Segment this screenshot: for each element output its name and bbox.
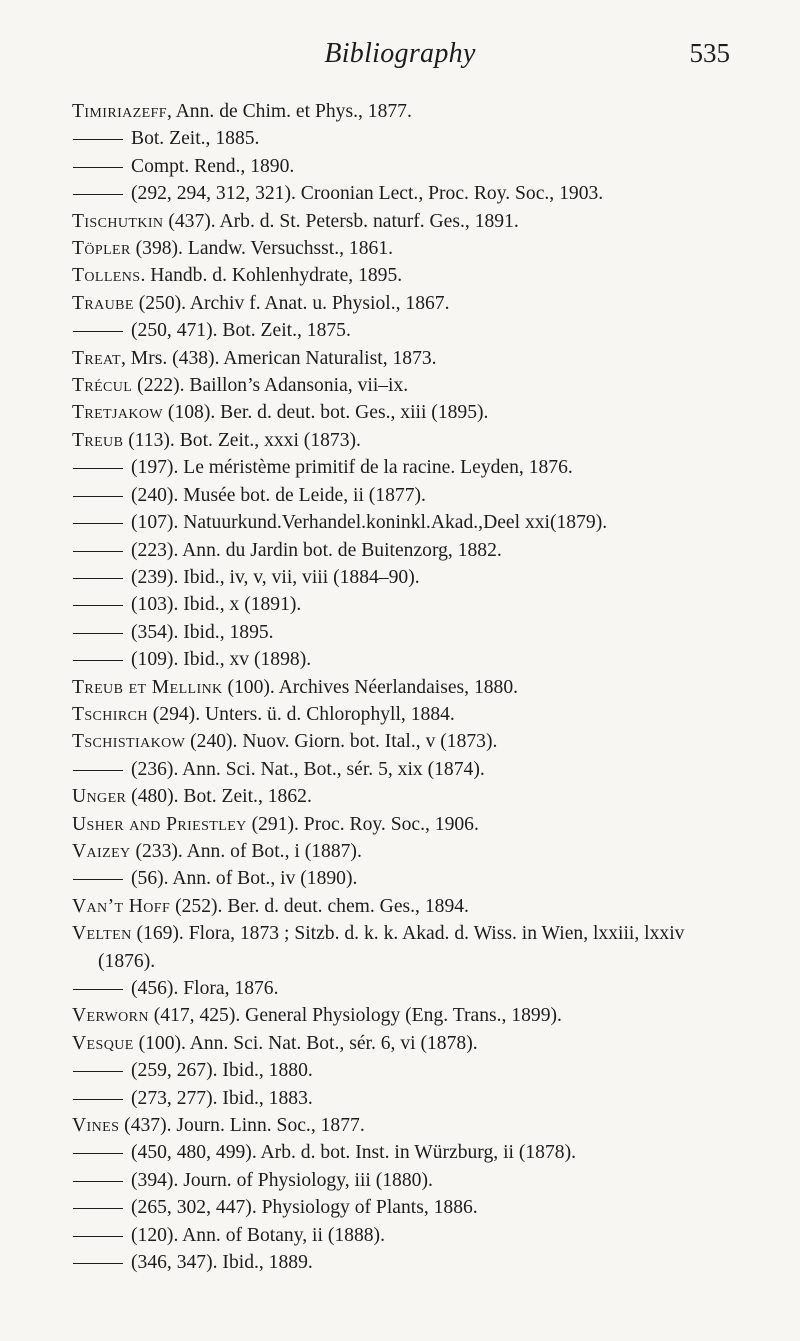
bibliography-entry: [72, 427, 744, 454]
ditto-dash: [73, 578, 123, 579]
entry-citation: (292, 294, 312, 321). Croonian Lect., Proc. Roy. Soc., 1903.: [131, 183, 604, 205]
ditto-dash: [73, 660, 123, 661]
entry-citation: (233). Ann. of Bot., i (1887).: [130, 840, 362, 862]
bibliography-entry-continuation: [72, 756, 744, 783]
entry-citation: (456). Flora, 1876.: [131, 978, 279, 999]
entry-author: Töpler: [72, 238, 131, 260]
bibliography-entry: [72, 372, 744, 399]
entry-citation: (222). Baillon’s Adansonia, vii–ix.: [132, 375, 409, 397]
entry-author: Tschistiakow: [72, 731, 186, 753]
entry-author: Vines: [72, 1115, 120, 1137]
page-title: Bibliography: [324, 38, 476, 69]
entry-author: Tschirch: [72, 703, 148, 725]
entry-citation: (294). Unters. ü. d. Chlorophyll, 1884.: [147, 703, 455, 725]
entry-citation: Bot. Zeit., 1885.: [131, 128, 260, 150]
ditto-dash: [73, 770, 123, 771]
ditto-dash: [73, 496, 123, 497]
bibliography-entry: [72, 98, 744, 125]
entry-citation: (273, 277). Ibid., 1883.: [131, 1087, 313, 1109]
entry-citation: (450, 480, 499). Arb. d. bot. Inst. in Würzburg, ii (1878).: [131, 1142, 576, 1164]
bibliography-entry-continuation: [72, 509, 744, 536]
entry-citation: (250, 471). Bot. Zeit., 1875.: [131, 320, 351, 342]
ditto-dash: [73, 523, 123, 524]
entry-citation: (259, 267). Ibid., 1880.: [131, 1060, 313, 1082]
bibliography-entry: [72, 728, 744, 755]
bibliography-entry: [72, 701, 744, 728]
bibliography-entry-continuation: [72, 1222, 744, 1249]
entry-author: Unger: [72, 786, 127, 808]
entry-author: Tollens: [72, 265, 141, 287]
bibliography-entry-continuation: [72, 975, 744, 1002]
ditto-dash: [73, 1153, 123, 1154]
entry-citation: (120). Ann. of Botany, ii (1888).: [131, 1224, 385, 1246]
bibliography-entry-continuation: [72, 1057, 744, 1084]
entry-author: Tischutkin: [72, 210, 164, 232]
entry-citation: (252). Ber. d. deut. chem. Ges., 1894.: [170, 895, 469, 917]
bibliography-entry-continuation: [72, 125, 744, 152]
bibliography-entry: [72, 262, 744, 289]
bibliography-list: [72, 98, 744, 1276]
ditto-dash: [73, 879, 123, 880]
entry-author: Van’t Hoff: [72, 895, 171, 917]
entry-citation: (240). Nuov. Giorn. bot. Ital., v (1873).: [185, 731, 498, 753]
ditto-dash: [73, 1181, 123, 1182]
bibliography-entry-continuation: [72, 454, 744, 481]
page-number: 535: [689, 38, 730, 68]
bibliography-entry-continuation: [72, 1167, 744, 1194]
entry-author: Treub et Mellink: [72, 676, 223, 698]
bibliography-entry: [72, 290, 744, 317]
entry-author: Verworn: [72, 1005, 149, 1027]
entry-citation: , Mrs. (438). American Naturalist, 1873.: [120, 347, 437, 369]
bibliography-entry-continuation: [72, 865, 744, 892]
entry-citation: (291). Proc. Roy. Soc., 1906.: [246, 813, 479, 835]
bibliography-entry-continuation: [72, 537, 744, 564]
entry-citation: (56). Ann. of Bot., iv (1890).: [131, 868, 358, 890]
entry-citation: (394). Journ. of Physiology, iii (1880).: [131, 1169, 433, 1191]
entry-author: Usher and Priestley: [72, 813, 247, 835]
entry-citation: Compt. Rend., 1890.: [131, 155, 295, 177]
bibliography-entry-continuation: [72, 1085, 744, 1112]
entry-citation: (417, 425). General Physiology (Eng. Trans., 1899).: [148, 1005, 562, 1027]
entry-citation: (265, 302, 447). Physiology of Plants, 1886.: [131, 1197, 478, 1219]
entry-citation: (346, 347). Ibid., 1889.: [131, 1252, 313, 1274]
ditto-dash: [73, 194, 123, 195]
entry-citation: (236). Ann. Sci. Nat., Bot., sér. 5, xix (1874).: [131, 758, 485, 780]
running-head: [0, 38, 800, 78]
ditto-dash: [73, 167, 123, 168]
bibliography-entry: [72, 674, 744, 701]
entry-citation: (240). Musée bot. de Leide, ii (1877).: [131, 484, 426, 506]
entry-citation: (169). Flora, 1873 ; Sitzb. d. k. k. Akad. d. Wiss. in Wien, lxxiii, lxxiv (1876).: [98, 923, 685, 972]
ditto-dash: [73, 1236, 123, 1237]
ditto-dash: [73, 551, 123, 552]
entry-citation: (113). Bot. Zeit., xxxi (1873).: [123, 429, 361, 451]
bibliography-entry-continuation: [72, 591, 744, 618]
bibliography-entry-continuation: [72, 1139, 744, 1166]
entry-author: Vaizey: [72, 840, 131, 862]
ditto-dash: [73, 989, 123, 990]
entry-citation: (480). Bot. Zeit., 1862.: [126, 786, 312, 808]
bibliography-entry: [72, 783, 744, 810]
bibliography-entry: [72, 893, 744, 920]
bibliography-entry: [72, 208, 744, 235]
entry-citation: (398). Landw. Versuchsst., 1861.: [130, 238, 394, 260]
bibliography-entry: [72, 811, 744, 838]
entry-author: Treub: [72, 429, 124, 451]
entry-citation: (197). Le méristème primitif de la racine. Leyden, 1876.: [131, 457, 573, 479]
entry-citation: . Handb. d. Kohlenhydrate, 1895.: [140, 265, 403, 287]
bibliography-entry: [72, 345, 744, 372]
bibliography-entry: [72, 235, 744, 262]
bibliography-entry-continuation: [72, 317, 744, 344]
entry-citation: (250). Archiv f. Anat. u. Physiol., 1867.: [133, 292, 450, 314]
bibliography-entry-continuation: [72, 482, 744, 509]
ditto-dash: [73, 331, 123, 332]
entry-citation: (100). Ann. Sci. Nat. Bot., sér. 6, vi (1878).: [133, 1032, 478, 1054]
ditto-dash: [73, 1071, 123, 1072]
entry-citation: , Ann. de Chim. et Phys., 1877.: [166, 101, 412, 122]
entry-citation: (109). Ibid., xv (1898).: [131, 649, 312, 671]
bibliography-entry: [72, 1112, 744, 1139]
entry-citation: (239). Ibid., iv, v, vii, viii (1884–90).: [131, 566, 420, 588]
entry-author: Velten: [72, 923, 132, 945]
bibliography-entry-continuation: [72, 564, 744, 591]
bibliography-entry: [72, 1002, 744, 1029]
bibliography-entry-continuation: [72, 1194, 744, 1221]
entry-author: Trécul: [72, 375, 133, 397]
entry-author: Traube: [72, 292, 134, 314]
ditto-dash: [73, 1208, 123, 1209]
bibliography-entry: [72, 399, 744, 426]
entry-citation: (107). Natuurkund.Verhandel.koninkl.Akad.,Deel xxi(1879).: [131, 512, 608, 534]
entry-author: Timiriazeff: [72, 101, 167, 122]
bibliography-entry-continuation: [72, 646, 744, 673]
ditto-dash: [73, 139, 123, 140]
entry-citation: (100). Archives Néerlandaises, 1880.: [222, 676, 519, 698]
entry-citation: (223). Ann. du Jardin bot. de Buitenzorg, 1882.: [131, 539, 502, 561]
entry-author: Treat: [72, 347, 121, 369]
bibliography-entry-continuation: [72, 1249, 744, 1276]
bibliography-entry-continuation: [72, 180, 744, 207]
ditto-dash: [73, 633, 123, 634]
bibliography-entry: [72, 920, 744, 975]
ditto-dash: [73, 468, 123, 469]
entry-citation: (354). Ibid., 1895.: [131, 621, 274, 643]
entry-citation: (437). Journ. Linn. Soc., 1877.: [119, 1115, 365, 1137]
entry-author: Tretjakow: [72, 402, 164, 424]
ditto-dash: [73, 1263, 123, 1264]
bibliography-entry-continuation: [72, 153, 744, 180]
entry-citation: (103). Ibid., x (1891).: [131, 594, 302, 616]
ditto-dash: [73, 605, 123, 606]
entry-citation: (108). Ber. d. deut. bot. Ges., xiii (1895).: [163, 402, 489, 424]
bibliography-entry-continuation: [72, 619, 744, 646]
ditto-dash: [73, 1099, 123, 1100]
entry-citation: (437). Arb. d. St. Petersb. naturf. Ges., 1891.: [163, 210, 519, 232]
entry-author: Vesque: [72, 1032, 134, 1054]
bibliography-entry: [72, 838, 744, 865]
bibliography-entry: [72, 1030, 744, 1057]
